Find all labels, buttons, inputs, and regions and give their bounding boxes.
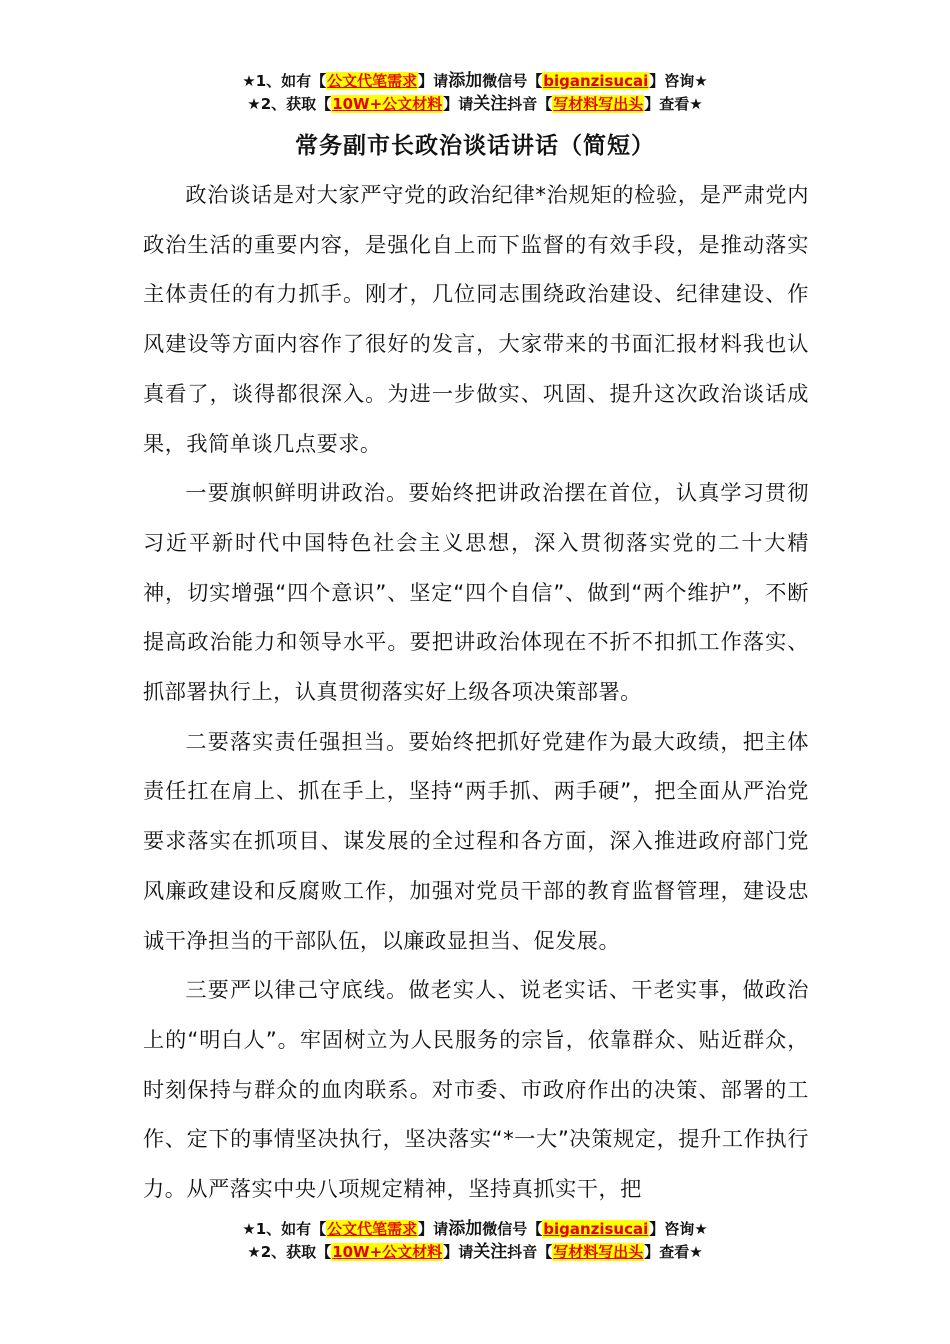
promo-text: 】咨询★ bbox=[649, 72, 708, 90]
promo-emphasis: 添加 bbox=[448, 1219, 483, 1239]
promo-text: ★2、获取【 bbox=[247, 1243, 332, 1261]
promo-text: 】请 bbox=[418, 1220, 449, 1238]
promo-emphasis: 添加 bbox=[448, 71, 483, 91]
promo-line-1 bbox=[0, 1218, 950, 1241]
highlight-douyin-account: 写材料写出头 bbox=[553, 95, 644, 113]
promo-emphasis: 关注 bbox=[473, 94, 508, 114]
highlight-wechat-id: biganzisucai bbox=[543, 72, 649, 90]
header-promo-banner bbox=[0, 70, 950, 116]
promo-text: 】查看★ bbox=[644, 1243, 703, 1261]
promo-line-2 bbox=[0, 93, 950, 116]
promo-text: 抖音【 bbox=[507, 95, 553, 113]
highlight-wechat-id: biganzisucai bbox=[543, 1220, 649, 1238]
highlight-materials: 10W+公文材料 bbox=[332, 95, 443, 113]
highlight-service: 公文代笔需求 bbox=[327, 72, 418, 90]
promo-line-2 bbox=[0, 1241, 950, 1264]
body-paragraph: 二要落实责任强担当。要始终把抓好党建作为最大政绩，把主体责任扛在肩上、抓在手上，坚持“两手抓、两手硬”，把全面从严治党要求落实在抓项目、谋发展的全过程和各方面，深入推进政府部门党风廉政建设和反腐败工作，加强对党员干部的教育监督管理，建设忠诚干净担当的干部队伍，以廉政显担当、促发展。 bbox=[143, 728, 809, 953]
promo-emphasis: 关注 bbox=[473, 1242, 508, 1262]
highlight-service: 公文代笔需求 bbox=[327, 1220, 418, 1238]
promo-text: 】请 bbox=[418, 72, 449, 90]
promo-text: 】请 bbox=[443, 95, 474, 113]
footer-promo-banner bbox=[0, 1218, 950, 1264]
promo-text: 微信号【 bbox=[482, 72, 543, 90]
promo-text: 】请 bbox=[443, 1243, 474, 1261]
promo-text: ★1、如有【 bbox=[242, 1220, 327, 1238]
promo-text: 抖音【 bbox=[507, 1243, 553, 1261]
promo-text: 】查看★ bbox=[644, 95, 703, 113]
body-paragraph: 一要旗帜鲜明讲政治。要始终把讲政治摆在首位，认真学习贯彻习近平新时代中国特色社会主义思想，深入贯彻落实党的二十大精神，切实增强“四个意识”、坚定“四个自信”、做到“两个维护”，不断提高政治能力和领导水平。要把讲政治体现在不折不扣抓工作落实、抓部署执行上，认真贯彻落实好上级各项决策部署。 bbox=[143, 480, 809, 705]
document-body bbox=[143, 170, 809, 1214]
promo-line-1 bbox=[0, 70, 950, 93]
highlight-materials: 10W+公文材料 bbox=[332, 1243, 443, 1261]
promo-text: ★1、如有【 bbox=[242, 72, 327, 90]
highlight-douyin-account: 写材料写出头 bbox=[553, 1243, 644, 1261]
body-paragraph: 三要严以律己守底线。做老实人、说老实话、干老实事，做政治上的“明白人”。牢固树立为人民服务的宗旨，依靠群众、贴近群众，时刻保持与群众的血肉联系。对市委、市政府作出的决策、部署的工作、定下的事情坚决执行，坚决落实“*一大”决策规定，提升工作执行力。从严落实中央八项规定精神，坚持真抓实干，把 bbox=[143, 977, 809, 1202]
body-paragraph: 政治谈话是对大家严守党的政治纪律*治规矩的检验，是严肃党内政治生活的重要内容，是强化自上而下监督的有效手段，是推动落实主体责任的有力抓手。刚才，几位同志围绕政治建设、纪律建设、作风建设等方面内容作了很好的发言，大家带来的书面汇报材料我也认真看了，谈得都很深入。为进一步做实、巩固、提升这次政治谈话成果，我简单谈几点要求。 bbox=[143, 182, 809, 456]
promo-text: 微信号【 bbox=[482, 1220, 543, 1238]
document-title: 常务副市长政治谈话讲话（简短） bbox=[295, 133, 655, 159]
promo-text: ★2、获取【 bbox=[247, 95, 332, 113]
promo-text: 】咨询★ bbox=[649, 1220, 708, 1238]
